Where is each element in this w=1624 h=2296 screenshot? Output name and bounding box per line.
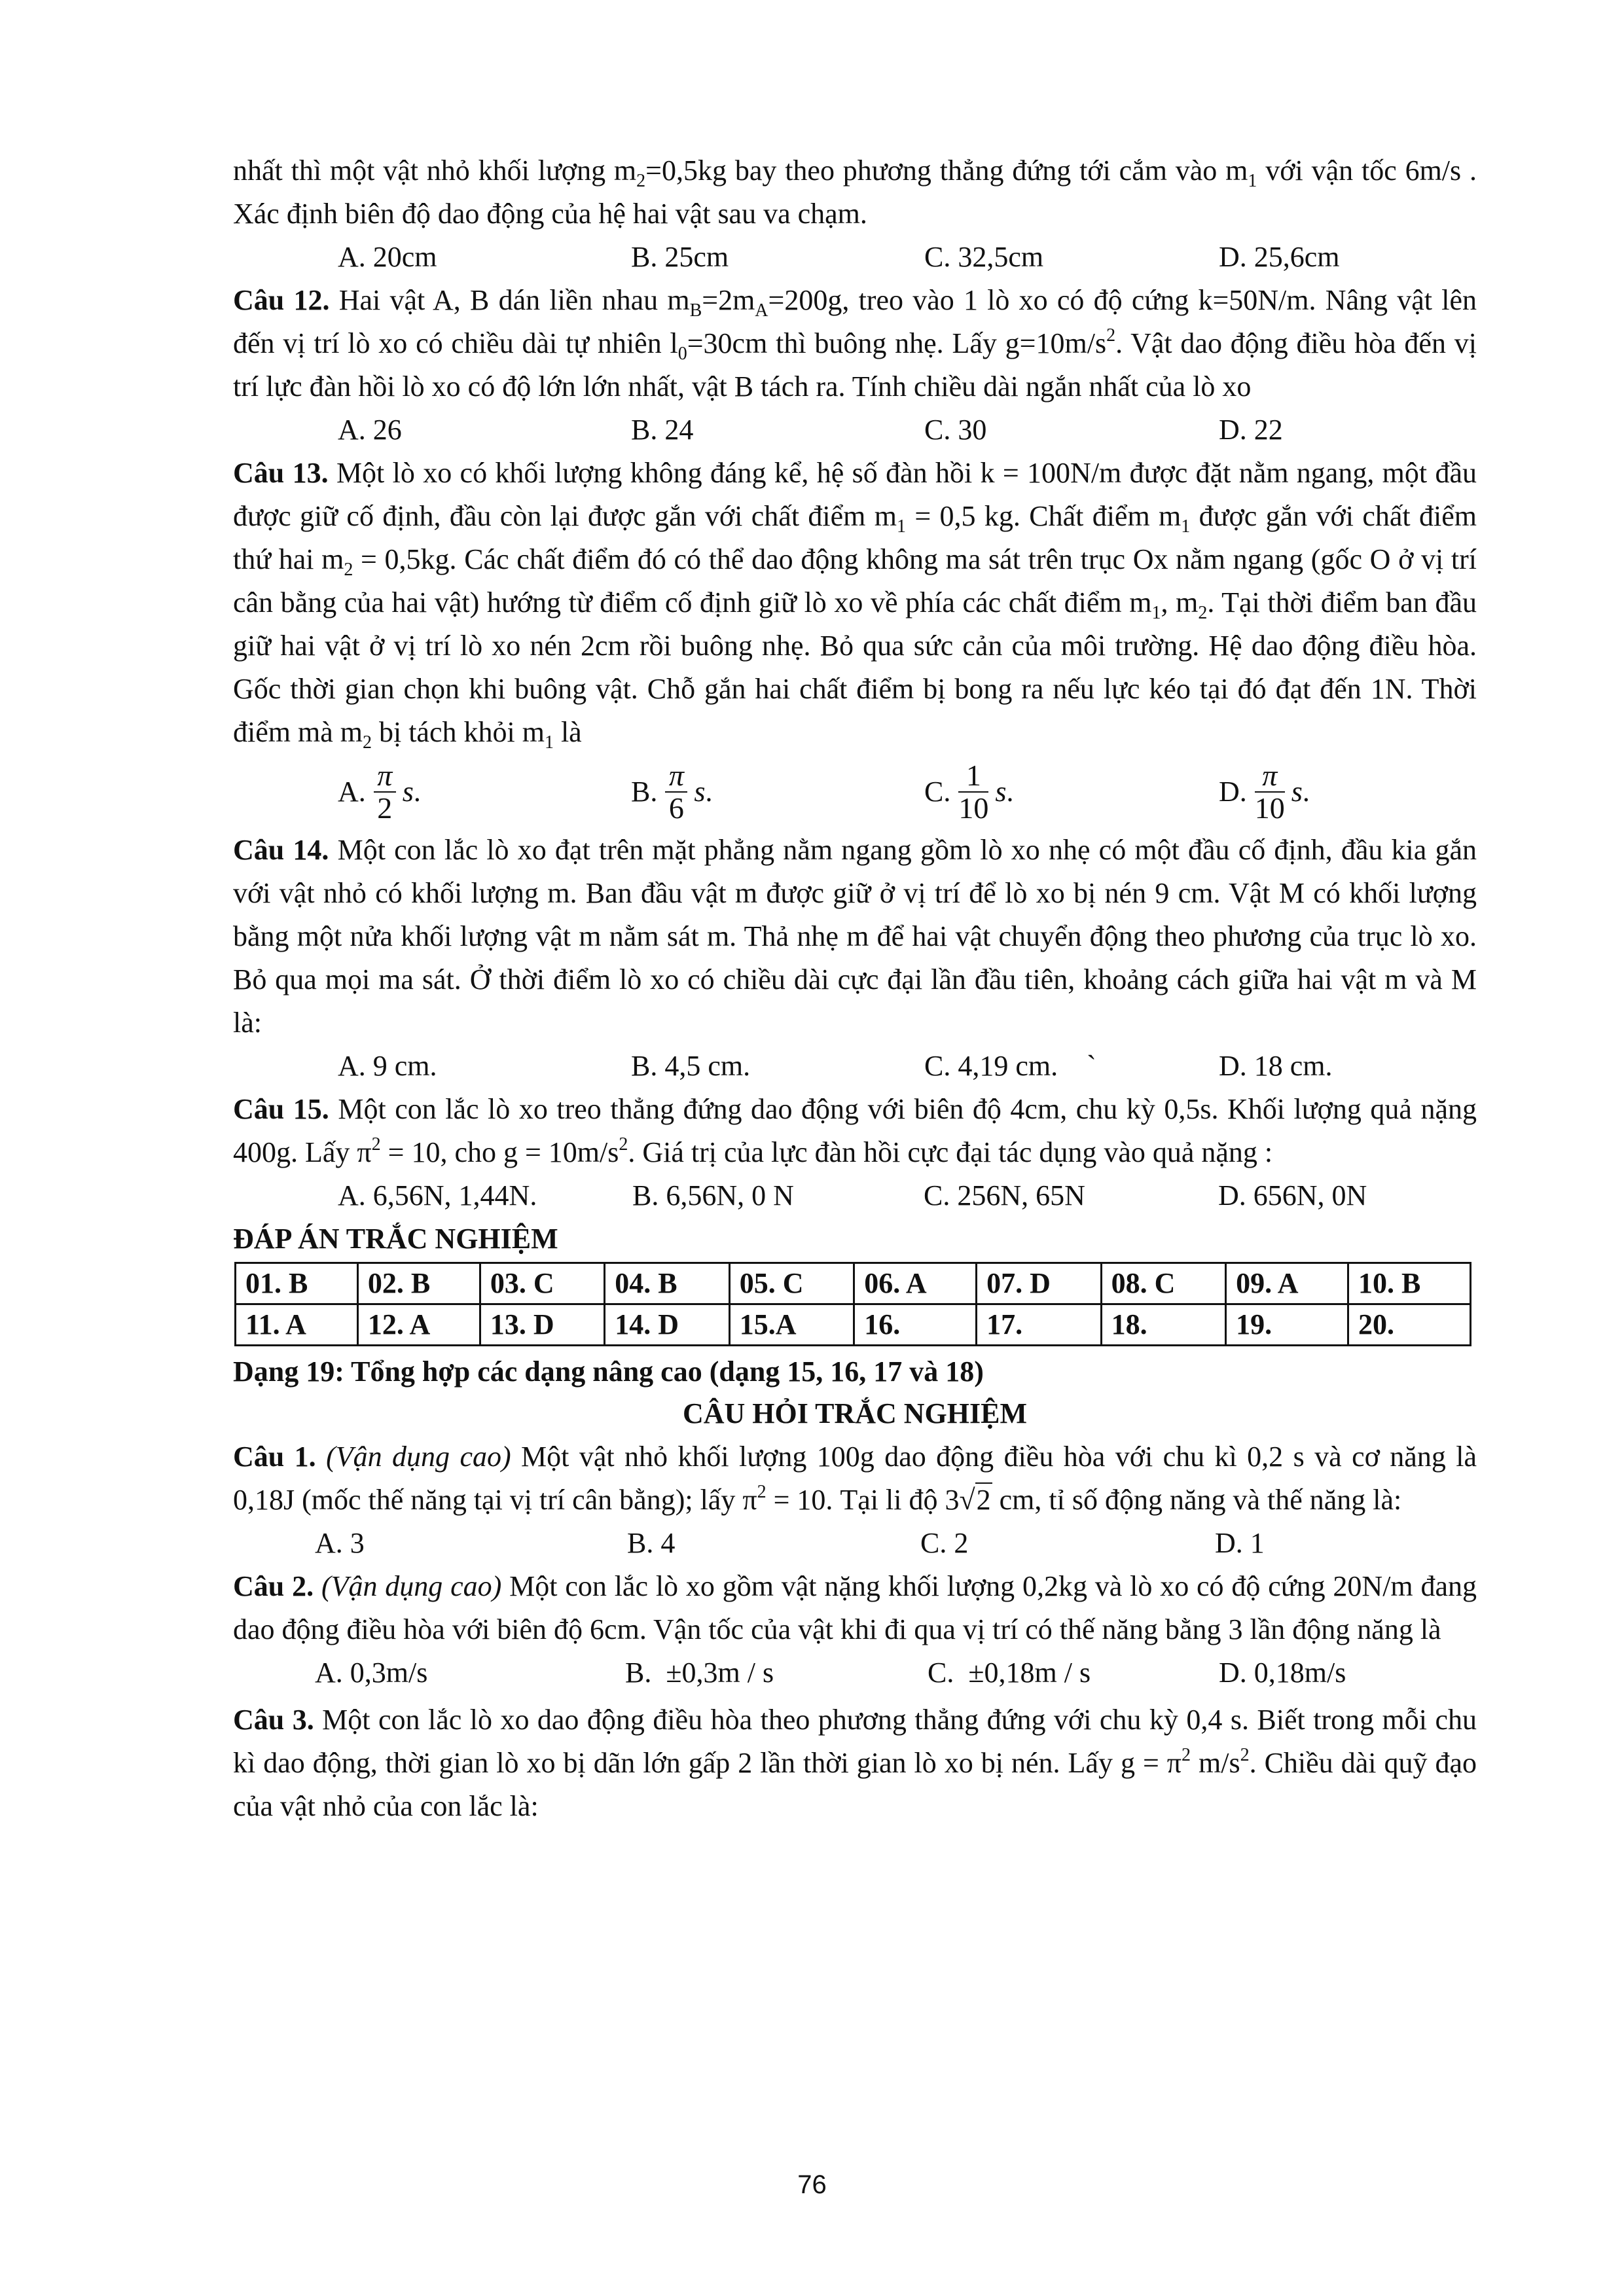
answer-cell: 12. A	[357, 1304, 480, 1346]
page-number: 76	[797, 2170, 827, 2199]
answer-cell: 05. C	[729, 1263, 854, 1304]
section-subtitle: CÂU HỎI TRẮC NGHIỆM	[682, 1397, 1027, 1429]
option-a: A. 0,3m/s	[315, 1657, 428, 1689]
answer-cell: 18.	[1101, 1304, 1225, 1346]
question-1: Câu 1. (Vận dụng cao) Một vật nhỏ khối lượng 100g dao động điều hòa với chu kì 0,2 s và cơ năng là 0,18J (mốc thế năng tại vị trí cân bằng); lấy $\pi^2 = 10$. Tại li độ 3√2 cm, tỉ số động năng và thế năng là:	[233, 1435, 1477, 1522]
answer-cell: 13. D	[480, 1304, 604, 1346]
option-d: D. 656N, 0N	[1218, 1179, 1367, 1211]
option-d: D. $\frac{\pi}{10}$ s .	[1219, 759, 1310, 825]
answer-cell: 20.	[1348, 1304, 1471, 1346]
question-label: Câu 3.	[233, 1704, 314, 1736]
option-c: C. ±0,18m / s	[928, 1657, 1091, 1689]
question-15-options	[233, 1174, 1477, 1217]
answer-cell: 15.A	[729, 1304, 854, 1346]
question-label: Câu 14.	[233, 834, 329, 866]
fraction: $\frac{\pi}{6}$	[665, 760, 687, 824]
question-12: Câu 12. Hai vật A, B dán liền nhau $m_B=2m_A=200g$, treo vào 1 lò xo có độ cứng k=50N/m. Nâng vật lên đến vị trí lò xo có chiều dài tự nhiên $l_0=30cm$ thì buông nhẹ. Lấy $g=10m/s^2$. Vật dao động điều hòa đến vị trí lực đàn hồi lò xo có độ lớn lớn nhất, vật B tách ra. Tính chiều dài ngắn nhất của lò xo	[233, 284, 1477, 403]
answer-cell: 17.	[977, 1304, 1101, 1346]
option-a: A. 3	[315, 1527, 365, 1559]
question-13: Câu 13. Một lò xo có khối lượng không đáng kể, hệ số đàn hồi k = 100N/m được đặt nằm ngang, một đầu được giữ cố định, đầu còn lại được gắn với chất điểm $m_1 = 0,5$ kg. Chất điểm $m_1$ được gắn với chất điểm thứ hai $m_2 = 0,5kg$. Các chất điểm đó có thể dao động không ma sát trên trục Ox nằm ngang (gốc O ở vị trí cân bằng của hai vật) hướng từ điểm cố định giữ lò xo về phía các chất điểm $m_1$, $m_2$. Tại thời điểm ban đầu giữ hai vật ở vị trí lò xo nén 2cm rồi buông nhẹ. Bỏ qua sức cản của môi trường. Hệ dao động điều hòa. Gốc thời gian chọn khi buông vật. Chỗ gắn hai chất điểm bị bong ra nếu lực kéo tại đó đạt đến 1N. Thời điểm mà $m_2$ bị tách khỏi $m_1$ là	[233, 457, 1477, 753]
question-2: Câu 2. (Vận dụng cao) Một con lắc lò xo gồm vật nặng khối lượng 0,2kg và lò xo có độ cứng 20N/m đang dao động điều hòa với biên độ 6cm. Vận tốc của vật khi đi qua vị trí có thế năng bằng 3 lần động năng là	[233, 1570, 1477, 1645]
option-a: A. 26	[338, 414, 402, 446]
square-root: √2	[959, 1484, 991, 1516]
option-b: B. 24	[631, 414, 694, 446]
option-a: A. 9 cm.	[338, 1050, 437, 1082]
question-11-continuation: nhất thì một vật nhỏ khối lượng $m_2=0,5kg$ bay theo phương thẳng đứng tới cắm vào $m_1$ với vận tốc 6m/s . Xác định biên độ dao động của hệ hai vật sau va chạm.	[233, 154, 1477, 230]
question-label: Câu 13.	[233, 457, 329, 489]
question-15: Câu 15. Một con lắc lò xo treo thẳng đứng dao động với biên độ 4cm, chu kỳ 0,5s. Khối lượng quả nặng 400g. Lấy $\pi^2 = 10$, cho $g = 10m/s^2$. Giá trị của lực đàn hồi cực đại tác dụng vào quả nặng :	[233, 1093, 1477, 1168]
option-c: C. 32,5cm	[924, 241, 1044, 273]
option-d: D. 25,6cm	[1219, 241, 1340, 273]
option-a: A. $\frac{\pi}{2}$ s .	[338, 759, 421, 825]
question-13-options	[233, 758, 1477, 826]
document-page	[233, 149, 1477, 1828]
option-b: B. ±0,3m / s	[625, 1657, 774, 1689]
question-1-options	[233, 1522, 1477, 1565]
answer-cell: 14. D	[605, 1304, 729, 1346]
option-c: C. $\frac{1}{10}$ s .	[924, 759, 1014, 825]
answer-cell: 09. A	[1226, 1263, 1348, 1304]
question-label: Câu 1.	[233, 1441, 316, 1473]
difficulty-level: (Vận dụng cao)	[321, 1570, 502, 1602]
option-b: B. 6,56N, 0 N	[632, 1179, 794, 1211]
answer-cell: 04. B	[605, 1263, 729, 1304]
answer-cell: 10. B	[1348, 1263, 1471, 1304]
difficulty-level: (Vận dụng cao)	[326, 1441, 511, 1473]
question-14-options	[233, 1045, 1477, 1088]
option-b: B. 25cm	[631, 241, 729, 273]
option-d: D. 22	[1219, 414, 1283, 446]
question-12-options	[233, 408, 1477, 452]
answer-cell: 03. C	[480, 1263, 604, 1304]
option-c: C. 2	[920, 1527, 969, 1559]
question-label: Câu 12.	[233, 284, 330, 316]
option-d: D. 18 cm.	[1219, 1050, 1333, 1082]
option-a: A. 20cm	[338, 241, 437, 273]
option-c: C. 4,19 cm. `	[924, 1050, 1096, 1082]
question-label: Câu 15.	[233, 1093, 329, 1125]
question-2-options	[233, 1651, 1477, 1695]
option-c: C. 256N, 65N	[924, 1179, 1085, 1211]
section-title: Dạng 19: Tổng hợp các dạng nâng cao (dạng 15, 16, 17 và 18)	[233, 1355, 984, 1388]
table-row	[236, 1263, 1471, 1304]
answer-cell: 07. D	[977, 1263, 1101, 1304]
answer-cell: 06. A	[854, 1263, 977, 1304]
answer-cell: 01. B	[236, 1263, 358, 1304]
option-b: B. 4,5 cm.	[631, 1050, 751, 1082]
question-label: Câu 2.	[233, 1570, 314, 1602]
question-3: Câu 3. Một con lắc lò xo dao động điều hòa theo phương thẳng đứng với chu kỳ 0,4 s. Biết trong mỗi chu kì dao động, thời gian lò xo bị dãn lớn gấp 2 lần thời gian lò xo bị nén. Lấy $g = \pi^2$ $m/s^2$. Chiều dài quỹ đạo của vật nhỏ của con lắc là:	[233, 1704, 1477, 1822]
question-11-options	[233, 236, 1477, 279]
option-d: D. 1	[1215, 1527, 1265, 1559]
fraction: $\frac{1}{10}$	[958, 759, 989, 825]
answer-cell: 08. C	[1101, 1263, 1225, 1304]
option-c: C. 30	[924, 414, 987, 446]
answer-cell: 19.	[1226, 1304, 1348, 1346]
answer-key-title: ĐÁP ÁN TRẮC NGHIỆM	[233, 1223, 558, 1255]
option-b: B. $\frac{\pi}{6}$ s .	[631, 759, 713, 825]
answer-cell: 11. A	[236, 1304, 358, 1346]
question-14: Câu 14. Một con lắc lò xo đạt trên mặt phẳng nằm ngang gồm lò xo nhẹ có một đầu cố định, đầu kia gắn với vật nhỏ có khối lượng m. Ban đầu vật m được giữ ở vị trí để lò xo bị nén 9 cm. Vật M có khối lượng bằng một nửa khối lượng vật m nằm sát m. Thả nhẹ m để hai vật chuyển động theo phương của trục lò xo. Bỏ qua mọi ma sát. Ở thời điểm lò xo có chiều dài cực đại lần đầu tiên, khoảng cách giữa hai vật m và M là:	[233, 834, 1477, 1039]
answer-key-table	[234, 1262, 1471, 1346]
fraction: $\frac{\pi}{10}$	[1254, 759, 1285, 825]
answer-cell: 16.	[854, 1304, 977, 1346]
answer-cell: 02. B	[357, 1263, 480, 1304]
option-b: B. 4	[627, 1527, 676, 1559]
fraction: $\frac{\pi}{2}$	[374, 760, 396, 824]
option-a: A. 6,56N, 1,44N.	[338, 1179, 537, 1211]
option-d: D. 0,18m/s	[1219, 1657, 1346, 1689]
table-row	[236, 1304, 1471, 1346]
